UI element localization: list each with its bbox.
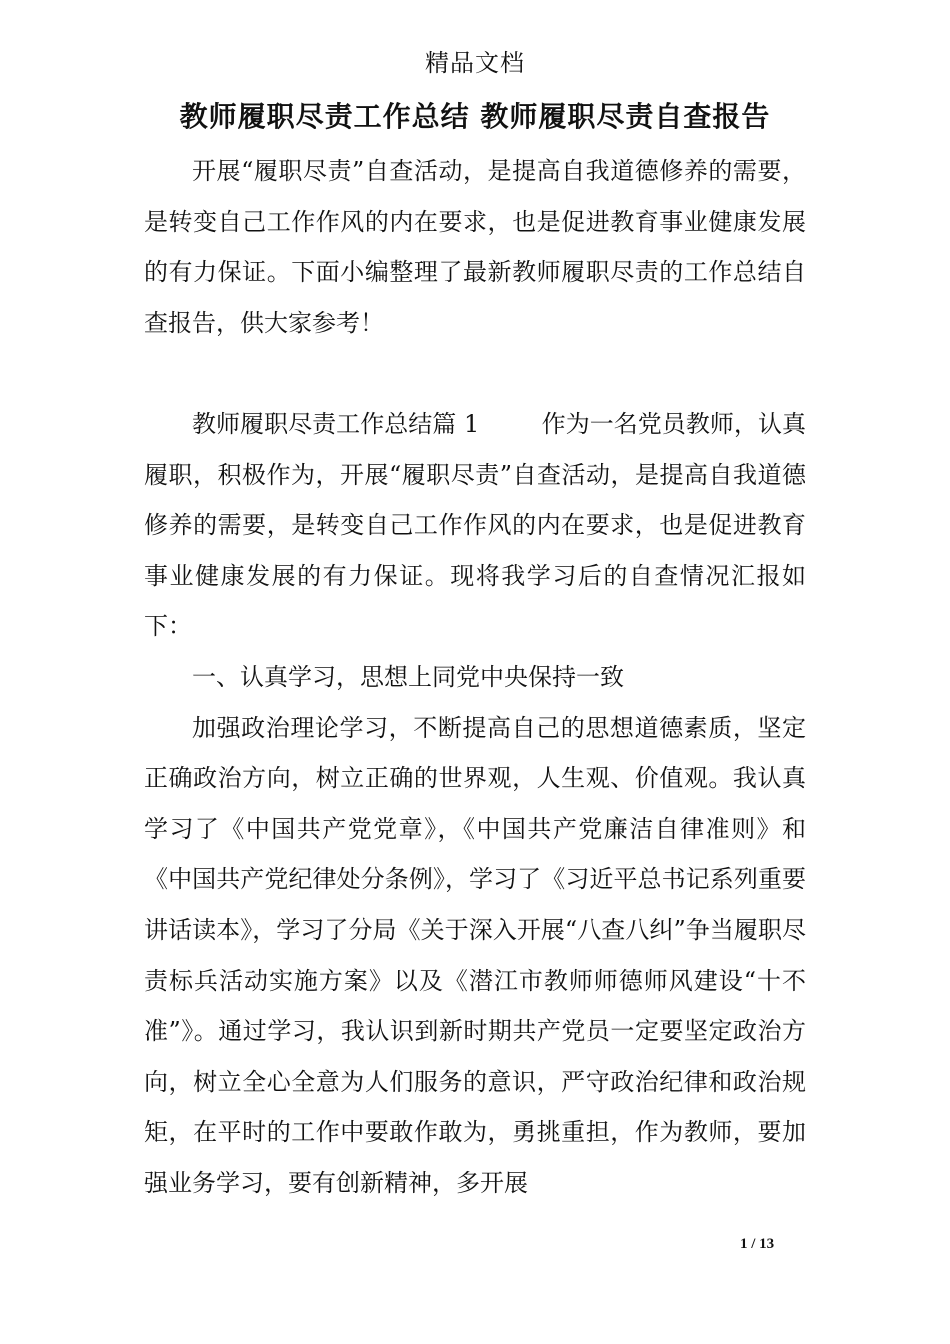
document-body <box>144 146 806 1208</box>
page-header: 精品文档 <box>425 49 525 77</box>
section-intro: 作为一名党员教师，认真履职，积极作为，开展“履职尽责”自查活动，是提高自我道德修养的需要，是转变自己工作作风的内在要求，也是促进教育事业健康发展的有力保证。现将我学习后的自查情况汇报如下： <box>144 409 806 641</box>
subheading-1: 一、认真学习，思想上同党中央保持一致 <box>192 662 624 691</box>
section-heading: 教师履职尽责工作总结篇 1 <box>192 409 480 438</box>
intro-paragraph: 开展“履职尽责”自查活动，是提高自我道德修养的需要，是转变自己工作作风的内在要求，也是促进教育事业健康发展的有力保证。下面小编整理了最新教师履职尽责的工作总结自查报告，供大家参考！ <box>144 157 806 337</box>
blank-line <box>144 348 806 399</box>
page-number: 1 / 13 <box>740 1236 775 1252</box>
body-paragraph-1: 加强政治理论学习，不断提高自己的思想道德素质，坚定正确政治方向，树立正确的世界观，人生观、价值观。我认真学习了《中国共产党党章》，《中国共产党廉洁自律准则》和《中国共产党纪律处分条例》，学习了《习近平总书记系列重要讲话读本》，学习了分局《关于深入开展“八查八纠”争当履职尽责标兵活动实施方案》以及《潜江市教师师德师风建设“十不准”》。通过学习，我认识到新时期共产党员一定要坚定政治方向，树立全心全意为人们服务的意识，严守政治纪律和政治规矩，在平时的工作中要敢作敢为，勇挑重担，作为教师，要加强业务学习，要有创新精神，多开展 <box>144 713 806 1197</box>
section-paragraph <box>144 399 806 652</box>
document-title: 教师履职尽责工作总结 教师履职尽责自查报告 <box>179 100 771 133</box>
